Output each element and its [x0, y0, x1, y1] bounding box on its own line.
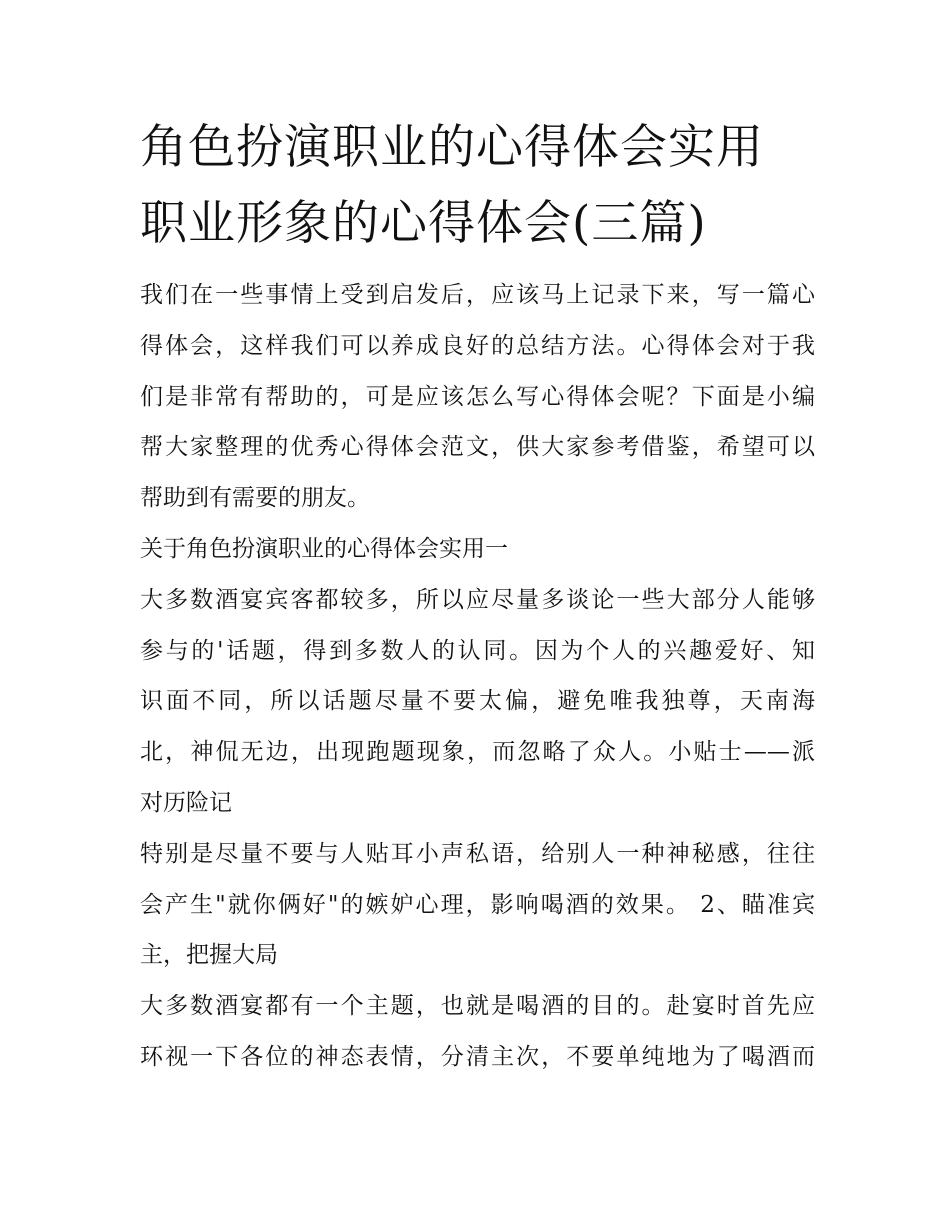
paragraph-line: 会产生"就你俩好"的嫉妒心理，影响喝酒的效果。 2、瞄准宾 — [140, 891, 815, 918]
document-body — [140, 270, 815, 1083]
paragraph-line: 大多数酒宴都有一个主题，也就是喝酒的目的。赴宴时首先应 — [140, 993, 815, 1020]
paragraph-line: 识面不同，所以话题尽量不要太偏，避免唯我独尊，天南海 — [140, 688, 815, 715]
paragraph-line: 大多数酒宴宾客都较多，所以应尽量多谈论一些大部分人能够 — [140, 586, 815, 613]
paragraph-line: 我们在一些事情上受到启发后，应该马上记录下来，写一篇心 — [140, 282, 815, 308]
paragraph-line: 们是非常有帮助的，可是应该怎么写心得体会呢？下面是小编 — [140, 383, 815, 410]
paragraph-line: 参与的'话题，得到多数人的认同。因为个人的兴趣爱好、知 — [140, 637, 815, 664]
title-line: 职业形象的心得体会(三篇) — [140, 196, 707, 251]
document-title — [140, 110, 815, 262]
paragraph-line: 帮助到有需要的朋友。 — [140, 485, 370, 512]
title-line: 角色扮演职业的心得体会实用 — [140, 120, 764, 175]
paragraph-line: 环视一下各位的神态表情，分清主次，不要单纯地为了喝酒而 — [140, 1043, 815, 1070]
paragraph-line: 得体会，这样我们可以养成良好的总结方法。心得体会对于我 — [140, 332, 815, 359]
document-content — [140, 110, 815, 1083]
section-heading: 关于角色扮演职业的心得体会实用一 — [140, 535, 508, 562]
paragraph-line: 特别是尽量不要与人贴耳小声私语，给别人一种神秘感，往往 — [140, 840, 815, 867]
paragraph-line: 帮大家整理的优秀心得体会范文，供大家参考借鉴，希望可以 — [140, 434, 815, 461]
paragraph-line: 对历险记 — [140, 789, 232, 816]
paragraph-line: 北，神侃无边，出现跑题现象，而忽略了众人。小贴士——派 — [140, 739, 815, 766]
paragraph-line: 主，把握大局 — [140, 942, 278, 969]
